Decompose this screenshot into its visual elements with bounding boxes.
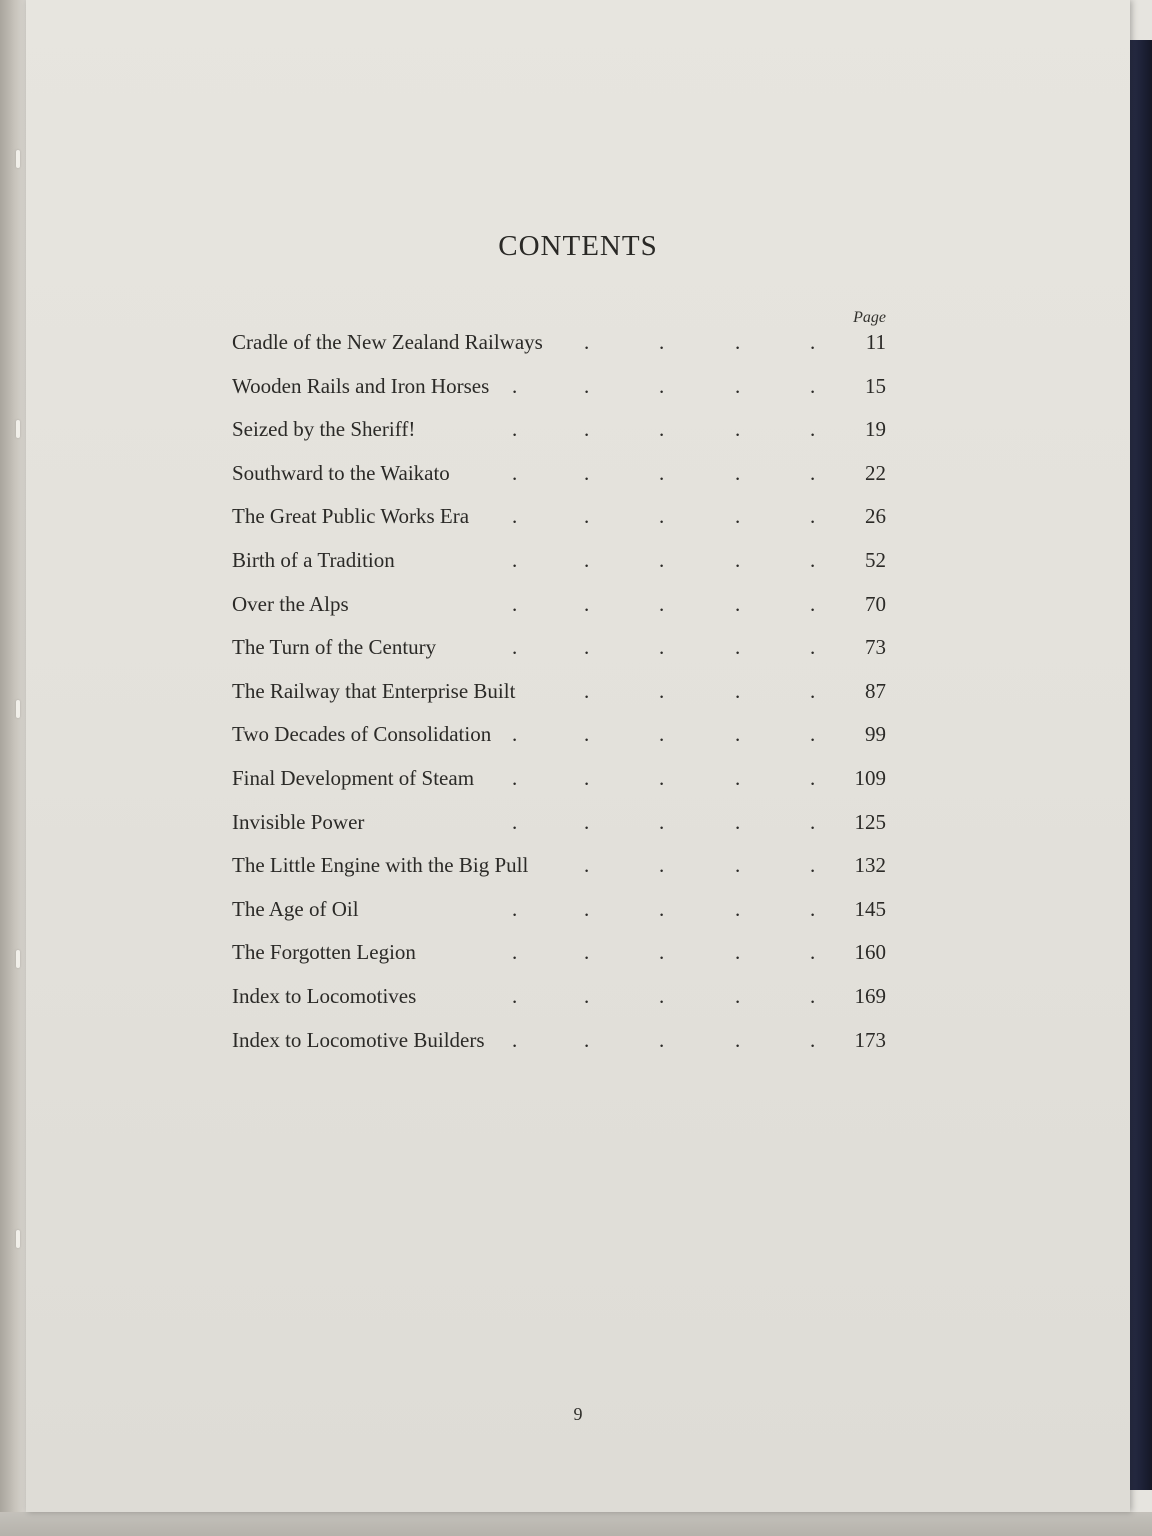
binding-stitch — [16, 150, 20, 168]
leader-dot: . — [735, 504, 741, 529]
binding-stitch — [16, 950, 20, 968]
toc-entry — [232, 675, 886, 719]
toc-entry-leaders — [232, 461, 822, 491]
leader-dot: . — [584, 373, 590, 398]
toc-entry-title: The Little Engine with the Big Pull — [232, 853, 529, 878]
toc-entry-leaders — [232, 374, 822, 404]
leader-dot: . — [512, 635, 518, 660]
toc-entry-leaders — [232, 940, 822, 970]
left-page-edge — [0, 0, 26, 1536]
toc-entry-leaders — [232, 766, 822, 796]
toc-entry-page: 19 — [865, 417, 886, 442]
toc-entry-leaders — [232, 635, 822, 665]
toc-entry-title: Cradle of the New Zealand Railways — [232, 330, 543, 354]
toc-entry — [232, 370, 886, 414]
toc-entry — [232, 1024, 886, 1068]
leader-dot: . — [735, 678, 741, 703]
leader-dot: . — [584, 722, 590, 747]
book-page — [26, 0, 1130, 1512]
leader-dot: . — [659, 504, 665, 529]
leader-dot: . — [810, 417, 816, 442]
leader-dot: . — [512, 896, 518, 921]
toc-entry-page: 52 — [865, 547, 886, 572]
leader-dot: . — [584, 635, 590, 660]
leader-dot: . — [810, 330, 816, 354]
leader-dot: . — [659, 635, 665, 660]
toc-entry-title: Final Development of Steam — [232, 765, 475, 790]
toc-entry-page: 70 — [865, 591, 886, 616]
toc-entry — [232, 544, 886, 588]
toc-entry-title: The Turn of the Century — [232, 635, 437, 660]
toc-entry-page: 109 — [854, 765, 886, 790]
leader-dot: . — [810, 504, 816, 529]
toc-entry-leaders — [232, 592, 822, 622]
toc-entry-title: Index to Locomotive Builders — [232, 1027, 485, 1052]
leader-dot: . — [659, 547, 665, 572]
toc-entry — [232, 762, 886, 806]
toc-entry-title: Seized by the Sheriff! — [232, 417, 416, 442]
leader-dot: . — [584, 678, 590, 703]
leader-dot: . — [810, 853, 816, 878]
leader-dot: . — [735, 940, 741, 965]
leader-dot: . — [659, 460, 665, 485]
leader-dot: . — [659, 678, 665, 703]
leader-dot: . — [810, 722, 816, 747]
leader-dot: . — [512, 983, 518, 1008]
leader-dot: . — [735, 1027, 741, 1052]
page-number: 9 — [573, 1404, 583, 1424]
leader-dot: . — [659, 940, 665, 965]
leader-dot: . — [735, 635, 741, 660]
leader-dot: . — [810, 373, 816, 398]
contents-heading: CONTENTS — [498, 230, 658, 262]
leader-dot: . — [584, 896, 590, 921]
leader-dot: . — [584, 504, 590, 529]
leader-dot: . — [512, 504, 518, 529]
toc-entry-page: 22 — [865, 460, 886, 485]
leader-dot: . — [659, 809, 665, 834]
toc-entry-title: Invisible Power — [232, 809, 365, 834]
leader-dot: . — [810, 1027, 816, 1052]
leader-dot: . — [584, 591, 590, 616]
toc-entry-page: 125 — [854, 809, 886, 834]
leader-dot: . — [735, 896, 741, 921]
leader-dot: . — [512, 940, 518, 965]
toc-entry-title: Two Decades of Consolidation — [232, 722, 492, 747]
leader-dot: . — [512, 722, 518, 747]
toc-entry-page: 99 — [865, 722, 886, 747]
toc-entry-leaders — [232, 984, 822, 1014]
toc-entry — [232, 806, 886, 850]
toc-entry-title: The Great Public Works Era — [232, 504, 470, 529]
leader-dot: . — [512, 460, 518, 485]
toc-entry — [232, 588, 886, 632]
toc-entry-page: 145 — [854, 896, 886, 921]
toc-entry-page: 160 — [854, 940, 886, 965]
leader-dot: . — [512, 591, 518, 616]
leader-dot: . — [810, 765, 816, 790]
leader-dot: . — [659, 591, 665, 616]
leader-dot: . — [659, 853, 665, 878]
bottom-surface — [0, 1512, 1152, 1536]
leader-dot: . — [584, 1027, 590, 1052]
leader-dot: . — [659, 722, 665, 747]
leader-dot: . — [810, 547, 816, 572]
leader-dot: . — [810, 896, 816, 921]
toc-entry — [232, 936, 886, 980]
leader-dot: . — [659, 330, 665, 354]
leader-dot: . — [735, 330, 741, 354]
toc-entry-page: 87 — [865, 678, 886, 703]
leader-dot: . — [584, 417, 590, 442]
leader-dot: . — [659, 1027, 665, 1052]
toc-entry-title: Southward to the Waikato — [232, 460, 450, 485]
leader-dot: . — [735, 591, 741, 616]
leader-dot: . — [512, 417, 518, 442]
leader-dot: . — [512, 1027, 518, 1052]
leader-dot: . — [512, 373, 518, 398]
leader-dot: . — [584, 983, 590, 1008]
leader-dot: . — [735, 373, 741, 398]
toc-entry-page: 173 — [854, 1027, 886, 1052]
toc-entry-title: The Age of Oil — [232, 896, 359, 921]
leader-dot: . — [659, 373, 665, 398]
toc-entry-page: 132 — [854, 853, 886, 878]
toc-entry — [232, 631, 886, 675]
toc-entry-title: Birth of a Tradition — [232, 547, 395, 572]
leader-dot: . — [810, 635, 816, 660]
leader-dot: . — [584, 809, 590, 834]
toc-entry-page: 73 — [865, 635, 886, 660]
toc-entry-title: Index to Locomotives — [232, 983, 417, 1008]
leader-dot: . — [810, 678, 816, 703]
toc-entry-leaders — [232, 1028, 822, 1058]
leader-dot: . — [512, 809, 518, 834]
leader-dot: . — [735, 853, 741, 878]
toc-entry — [232, 500, 886, 544]
toc-entry-page: 15 — [865, 373, 886, 398]
toc-entry-title: Wooden Rails and Iron Horses — [232, 373, 490, 398]
leader-dot: . — [735, 460, 741, 485]
toc-entry-title: Over the Alps — [232, 591, 349, 616]
leader-dot: . — [810, 460, 816, 485]
page-column-label: Page — [853, 309, 886, 326]
leader-dot: . — [659, 983, 665, 1008]
table-of-contents — [232, 326, 886, 1067]
leader-dot: . — [659, 417, 665, 442]
book-cover-edge — [1130, 40, 1152, 1490]
leader-dot: . — [584, 330, 590, 354]
leader-dot: . — [810, 940, 816, 965]
toc-entry-leaders — [232, 504, 822, 534]
toc-entry-page: 11 — [865, 330, 886, 354]
toc-entry-leaders — [232, 548, 822, 578]
toc-entry — [232, 849, 886, 893]
toc-entry — [232, 893, 886, 937]
leader-dot: . — [735, 809, 741, 834]
leader-dot: . — [735, 983, 741, 1008]
toc-entry — [232, 326, 886, 370]
leader-dot: . — [735, 722, 741, 747]
toc-entry-leaders — [232, 330, 822, 360]
toc-entry — [232, 980, 886, 1024]
toc-entry-leaders — [232, 853, 822, 883]
leader-dot: . — [735, 417, 741, 442]
leader-dot: . — [512, 765, 518, 790]
toc-entry — [232, 413, 886, 457]
toc-entry-page: 26 — [865, 504, 886, 529]
leader-dot: . — [810, 809, 816, 834]
toc-entry-leaders — [232, 722, 822, 752]
leader-dot: . — [584, 853, 590, 878]
leader-dot: . — [659, 896, 665, 921]
leader-dot: . — [512, 547, 518, 572]
leader-dot: . — [584, 547, 590, 572]
leader-dot: . — [735, 765, 741, 790]
toc-entry-page: 169 — [854, 983, 886, 1008]
toc-entry-leaders — [232, 417, 822, 447]
leader-dot: . — [584, 460, 590, 485]
binding-stitch — [16, 700, 20, 718]
binding-stitch — [16, 1230, 20, 1248]
toc-entry — [232, 457, 886, 501]
leader-dot: . — [584, 940, 590, 965]
leader-dot: . — [810, 983, 816, 1008]
toc-entry — [232, 718, 886, 762]
toc-entry-leaders — [232, 897, 822, 927]
leader-dot: . — [735, 547, 741, 572]
leader-dot: . — [810, 591, 816, 616]
leader-dot: . — [659, 765, 665, 790]
toc-entry-leaders — [232, 810, 822, 840]
binding-stitch — [16, 420, 20, 438]
toc-entry-leaders — [232, 679, 822, 709]
leader-dot: . — [584, 765, 590, 790]
toc-entry-title: The Forgotten Legion — [232, 940, 416, 965]
toc-entry-title: The Railway that Enterprise Built — [232, 678, 516, 703]
